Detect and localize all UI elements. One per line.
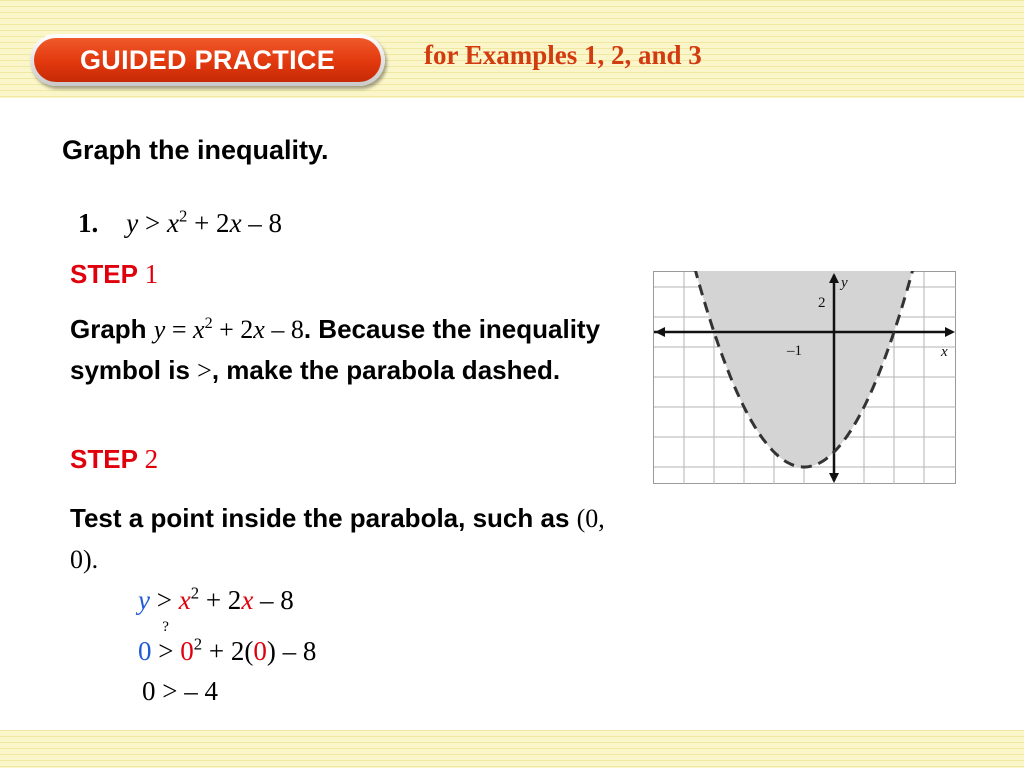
zero-x-2: 0 <box>253 636 267 666</box>
step-word: STEP <box>70 444 138 474</box>
var-x: x <box>166 208 179 238</box>
step-word: STEP <box>70 259 138 289</box>
exponent: 2 <box>178 206 188 226</box>
examples-subtitle: for Examples 1, 2, and 3 <box>424 40 702 70</box>
y-axis-label: y <box>841 275 848 291</box>
work-line-3: 0 > – 4 <box>142 676 218 706</box>
question-mark: ? <box>162 619 169 635</box>
gt-question <box>158 619 174 667</box>
gt-symbol: > <box>197 356 212 385</box>
var-x: x <box>193 315 205 344</box>
var-y: y <box>126 208 139 238</box>
step-number: 1 <box>137 259 159 289</box>
zero-y: 0 <box>138 636 152 666</box>
guided-practice-badge <box>30 34 385 86</box>
var-x-2: x <box>241 585 254 615</box>
gt-sign: > <box>149 585 179 615</box>
var-x: x <box>178 585 191 615</box>
exponent: 2 <box>204 315 213 333</box>
var-x-2: x <box>253 315 265 344</box>
term-tail: – 8 <box>264 315 304 344</box>
term-tail: – 8 <box>253 585 294 615</box>
term-tail: ) – 8 <box>266 636 317 666</box>
y-tick-label: 2 <box>818 295 826 311</box>
gt-sign: > <box>138 208 167 238</box>
gt-sign: > <box>158 636 174 666</box>
test-point-text: Test a point inside the parabola, such as <box>70 503 577 533</box>
badge-label: GUIDED PRACTICE <box>34 38 381 82</box>
step-1-label <box>70 259 158 290</box>
text-b: . Because the inequality symbol is <box>70 314 601 385</box>
problem-1 <box>78 208 282 239</box>
exponent: 2 <box>190 583 200 603</box>
test-point: (0, 0). <box>70 504 605 574</box>
exponent: 2 <box>193 634 203 654</box>
term-mid: + 2 <box>212 315 254 344</box>
x-axis-label: x <box>941 344 948 360</box>
step-2-label <box>70 444 158 475</box>
work-line-1 <box>138 585 294 616</box>
eq-sign: = <box>165 315 194 344</box>
step-1-text <box>70 309 630 391</box>
var-x-2: x <box>229 208 242 238</box>
x-tick-label: –1 <box>787 343 802 359</box>
text-a: Graph <box>70 314 154 344</box>
zero-x: 0 <box>180 636 194 666</box>
term-mid: + 2 <box>199 585 242 615</box>
footer-band <box>0 730 1024 768</box>
term-mid: + 2( <box>202 636 254 666</box>
work-line-2 <box>138 619 317 667</box>
term-tail: – 8 <box>241 208 283 238</box>
step-number: 2 <box>137 444 159 474</box>
problem-number: 1. <box>78 208 99 238</box>
step-2-text <box>70 498 630 580</box>
var-y: y <box>138 585 150 615</box>
term-mid: + 2 <box>187 208 230 238</box>
parabola-graph <box>653 271 957 485</box>
text-c: , make the parabola dashed. <box>211 355 561 385</box>
var-y: y <box>153 315 166 344</box>
instruction-heading: Graph the inequality. <box>62 135 329 165</box>
